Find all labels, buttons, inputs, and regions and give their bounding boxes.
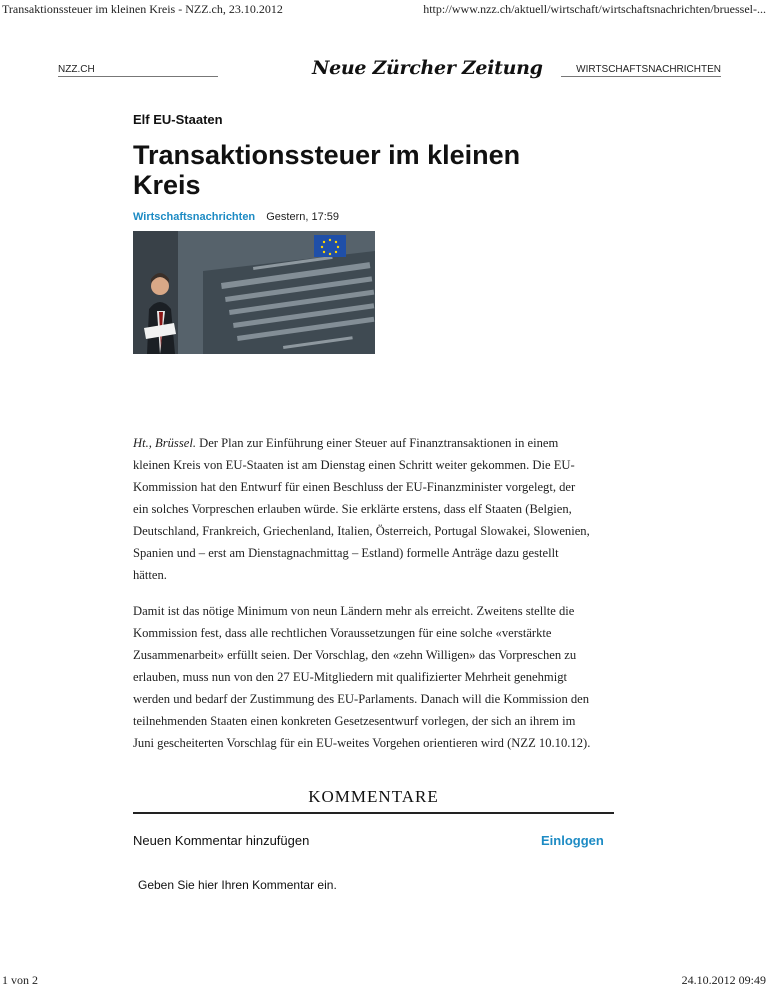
- article-kicker: Elf EU-Staaten: [133, 112, 223, 127]
- article-headline: Transaktionssteuer im kleinen Kreis: [133, 140, 521, 200]
- article-meta: [133, 211, 339, 223]
- print-header-url: http://www.nzz.ch/aktuell/wirtschaft/wirtschaftsnachrichten/bruessel-...: [423, 2, 766, 16]
- article-paragraph-text: Der Plan zur Einführung einer Steuer auf Finanztransaktionen in einem kleinen Kreis von EU-Staaten ist am Dienstag einen Schritt weiter gekommen. Die EU-Kommission hat den Entwurf für einen Beschluss der EU-Finanzminister vorgelegt, der ein solches Vorpreschen erlauben würde. Sie erklärte erstens, dass elf Staaten (Belgien, Deutschland, Frankreich, Griechenland, Italien, Österreich, Portugal Slowakei, Slowenien, Spanien und – erst am Dienstagnachmittag – Estland) formelle Anträge dazu gestellt hätten.: [133, 436, 590, 582]
- print-footer-page: 1 von 2: [2, 973, 38, 987]
- article-paragraph: Damit ist das nötige Minimum von neun Ländern mehr als erreicht. Zweitens stellte die Kommission fest, dass alle rechtlichen Voraussetzungen für eine solche «verstärkte Zusammenarbeit» erfüllt seien. Der Vorschlag, den «zehn Willigen» das Vorpreschen zu erlauben, muss nun von den 27 EU-Mitgliedern mit qualifizierter Mehrheit genehmigt werden und bedarf der Zustimmung des EU-Parlaments. Danach will die Kommission den teilnehmenden Staaten einen konkreten Gesetzesentwurf vorlegen, der sich an ihrem im Juni gescheiterten Vorschlag für ein EU-weites Vorgehen orientieren wird (NZZ 10.10.12).: [133, 604, 591, 750]
- article-timestamp: Gestern, 17:59: [266, 211, 339, 223]
- nzz-home-link[interactable]: NZZ.CH: [58, 64, 218, 77]
- masthead: [0, 55, 768, 91]
- article-body: [133, 432, 593, 768]
- comments-title: KOMMENTARE: [308, 787, 439, 806]
- add-comment-label: Neuen Kommentar hinzufügen: [133, 833, 310, 848]
- nzz-logo[interactable]: Neue Zürcher Zeitung: [312, 57, 543, 79]
- category-link[interactable]: Wirtschaftsnachrichten: [133, 211, 256, 223]
- comment-input[interactable]: [133, 872, 603, 898]
- article-photo: [133, 231, 375, 354]
- login-link[interactable]: Einloggen: [541, 833, 604, 848]
- article-dateline: Ht., Brüssel.: [133, 436, 196, 450]
- photo-illustration: [133, 231, 375, 354]
- article-paragraph: [133, 432, 593, 586]
- print-header-title: Transaktionssteuer im kleinen Kreis - NZZ.ch, 23.10.2012: [2, 2, 283, 16]
- comments-divider: [133, 812, 614, 814]
- section-link[interactable]: WIRTSCHAFTSNACHRICHTEN: [561, 64, 721, 77]
- print-footer-timestamp: 24.10.2012 09:49: [681, 973, 766, 987]
